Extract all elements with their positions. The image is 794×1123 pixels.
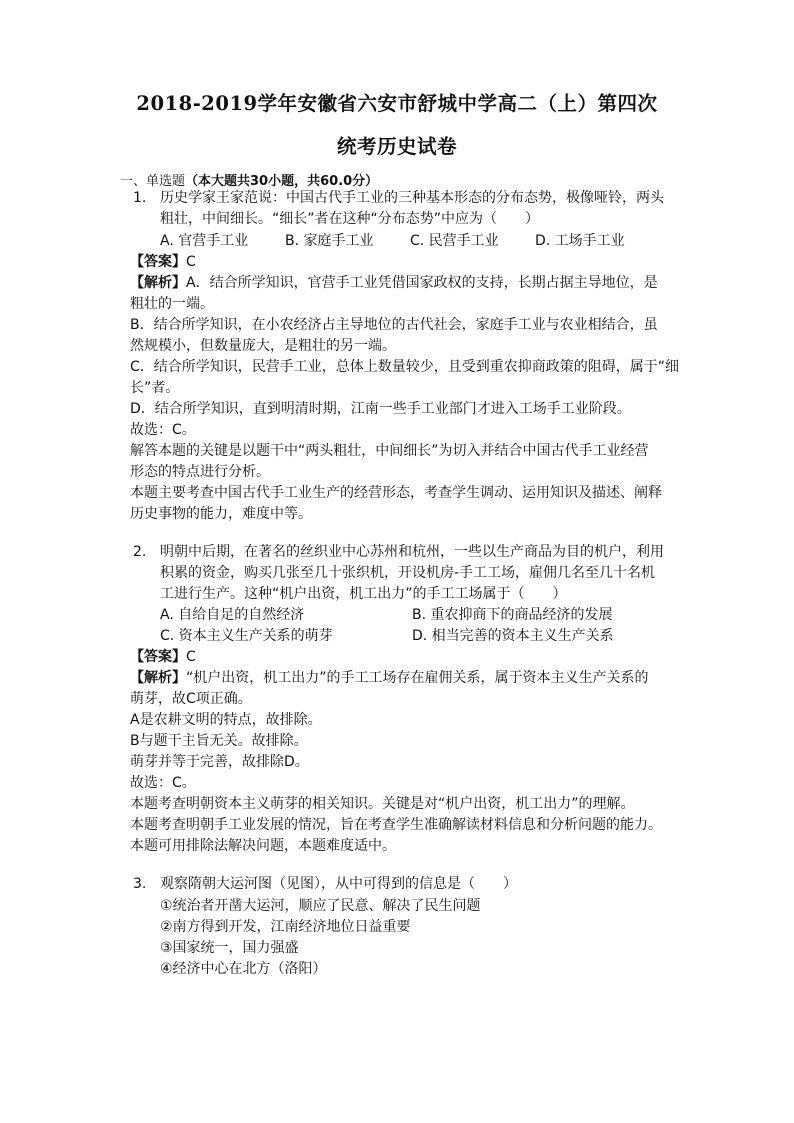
- analysis-line: 萌芽，故C项正确。: [130, 691, 252, 707]
- stem-line: 明朝中后期，在著名的丝织业中心苏州和杭州，一些以生产商品为目的机户，利用: [160, 544, 664, 560]
- option-b: B. 家庭手工业: [285, 233, 374, 249]
- analysis-line: 形态的特点进行分析。: [130, 464, 270, 480]
- answer-line: [130, 646, 670, 666]
- analysis-line: B．结合所学知识，在小农经济占主导地位的古代社会，家庭手工业与农业相结合，虽: [130, 317, 658, 333]
- analysis-line: 本题可用排除法解决问题，本题难度适中。: [130, 838, 396, 854]
- answer-line: [130, 251, 670, 271]
- question-stem: 观察隋朝大运河图（见图），从中可得到的信息是（ ）: [160, 876, 517, 892]
- section-heading: [120, 170, 378, 189]
- option-c: C. 资本主义生产关系的萌芽: [160, 628, 333, 644]
- analysis-line: 然规模小，但数量庞大，是粗壮的另一端。: [130, 338, 396, 354]
- answer-tag: 【答案】: [130, 649, 186, 665]
- analysis-line: [130, 272, 670, 292]
- analysis-line: 历史事物的能力，难度中等。: [130, 506, 312, 522]
- question-number: 3.: [133, 876, 147, 892]
- analysis-line: 故选：C。: [130, 775, 196, 791]
- analysis-line: 长”者。: [130, 380, 180, 396]
- stem-line: 工进行生产。这种“机户出资，机工出力”的手工工场属于（ ）: [160, 586, 567, 602]
- analysis-line: 故选：C。: [130, 422, 196, 438]
- analysis-line: C．结合所学知识，民营手工业，总体上数量较少，且受到重农抑商政策的阻碍，属于“细: [130, 359, 680, 375]
- analysis-line: 萌芽并等于完善，故排除D。: [130, 754, 309, 770]
- answer-tag: 【答案】: [130, 254, 186, 270]
- analysis-text: A．结合所学知识，官营手工业凭借国家政权的支持，长期占据主导地位，是: [186, 275, 658, 291]
- question-stem: [160, 542, 665, 605]
- analysis-line: 本题考查明朝资本主义萌芽的相关知识。关键是对“机户出资，机工出力”的理解。: [130, 796, 635, 812]
- option-a: A. 自给自足的自然经济: [160, 607, 305, 623]
- section-label: 一、单选题: [120, 174, 186, 189]
- statement-item: ④经济中心在北方（洛阳）: [160, 961, 327, 977]
- page-title-line2: 统考历史试卷: [336, 135, 457, 158]
- option-a: A. 官营手工业: [160, 233, 249, 249]
- section-note: （本大题共30小题，共60.0分）: [185, 174, 379, 189]
- statement-item: ②南方得到开发，江南经济地位日益重要: [160, 919, 411, 935]
- question-number: 2.: [133, 544, 147, 560]
- analysis-text: “机户出资，机工出力”的手工工场存在雇佣关系，属于资本主义生产关系的: [186, 670, 649, 686]
- stem-line: 积累的资金，购买几张至几十张织机，开设机房-手工工场，雇佣几名至几十名机: [160, 565, 656, 581]
- option-d: D. 工场手工业: [535, 233, 625, 249]
- stem-line: 粗壮，中间细长。“细长”者在这种“分布态势”中应为（ ）: [160, 211, 540, 227]
- answer-value: C: [186, 649, 196, 665]
- analysis-line: B与题干主旨无关。故排除。: [130, 733, 308, 749]
- analysis-line: 解答本题的关键是以题干中“两头粗壮，中间细长”为切入并结合中国古代手工业经营: [130, 443, 649, 459]
- question-number: 1.: [133, 190, 147, 206]
- analysis-line: 本题主要考查中国古代手工业生产的经营形态，考查学生调动、运用知识及描述、阐释: [130, 485, 662, 501]
- option-c: C. 民营手工业: [410, 233, 499, 249]
- analysis-tag: 【解析】: [130, 275, 186, 291]
- analysis-line: [130, 667, 670, 687]
- analysis-line: 本题考查明朝手工业发展的情况，旨在考查学生准确解读材料信息和分析问题的能力。: [130, 817, 662, 833]
- analysis-line: D．结合所学知识，直到明清时期，江南一些手工业部门才进入工场手工业阶段。: [130, 401, 631, 417]
- statement-item: ①统治者开凿大运河，顺应了民意、解决了民生问题: [160, 898, 481, 914]
- analysis-line: A是农耕文明的特点，故排除。: [130, 712, 322, 728]
- options-row: [160, 230, 660, 250]
- statement-item: ③国家统一，国力强盛: [160, 940, 299, 956]
- stem-line: 历史学家王家范说：中国古代手工业的三种基本形态的分布态势，极像哑铃，两头: [160, 190, 664, 206]
- page-title-line1: 2018-2019学年安徽省六安市舒城中学高二（上）第四次: [136, 92, 658, 115]
- question-stem: [160, 188, 665, 230]
- option-d: D. 相当完善的资本主义生产关系: [412, 628, 614, 644]
- option-b: B. 重农抑商下的商品经济的发展: [412, 607, 613, 623]
- analysis-tag: 【解析】: [130, 670, 186, 686]
- analysis-line: 粗壮的一端。: [130, 296, 214, 312]
- answer-value: C: [186, 254, 196, 270]
